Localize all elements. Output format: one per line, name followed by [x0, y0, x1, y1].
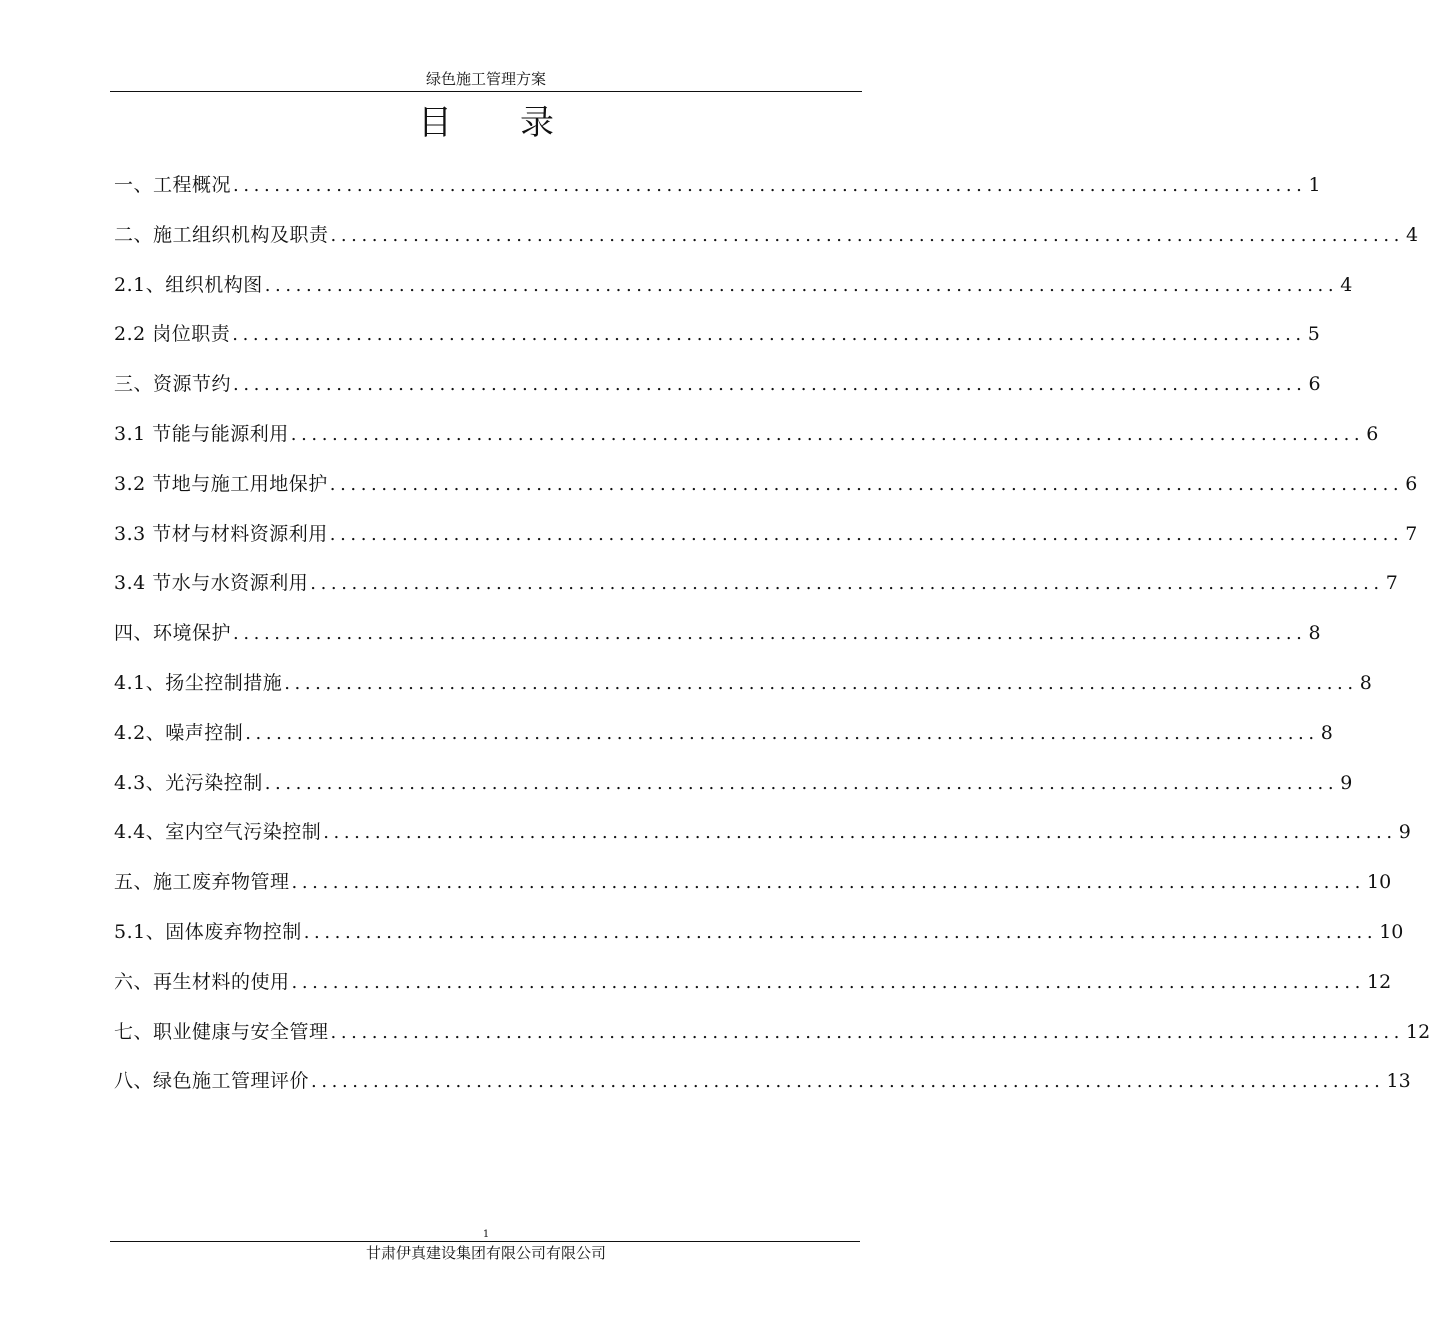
- toc-entry[interactable]: [114, 967, 1392, 1017]
- toc-dot-leader: ........................................................................................................: [310, 573, 1384, 595]
- toc-entry-page: 5: [1307, 323, 1320, 346]
- toc-entry-page: 9: [1398, 821, 1411, 844]
- toc-entry-label: 4.1、扬尘控制措施: [114, 671, 283, 694]
- toc-list: [114, 170, 1430, 1116]
- document-header-title: 绿色施工管理方案: [425, 70, 546, 88]
- toc-dot-leader: ........................................................................................................: [303, 921, 1378, 943]
- toc-dot-leader: ........................................................................................................: [291, 872, 1365, 894]
- footer-rule: [110, 1241, 860, 1242]
- toc-entry-page: 1: [1308, 174, 1321, 196]
- toc-dot-leader: ........................................................................................................: [232, 324, 1306, 346]
- toc-entry[interactable]: [114, 1017, 1430, 1067]
- toc-entry[interactable]: [114, 768, 1353, 818]
- toc-entry-label: 3.1 节能与能源利用: [114, 422, 289, 445]
- toc-dot-leader: ........................................................................................................: [330, 224, 1404, 246]
- toc-entry-page: 8: [1308, 622, 1321, 645]
- toc-entry-page: 8: [1320, 721, 1333, 744]
- toc-dot-leader: ........................................................................................................: [290, 423, 1365, 445]
- toc-entry-page: 7: [1385, 572, 1398, 595]
- toc-entry-page: 13: [1386, 1070, 1411, 1093]
- toc-entry-label: 三、资源节约: [114, 373, 232, 396]
- toc-entry[interactable]: [114, 419, 1379, 469]
- toc-entry-page: 8: [1359, 671, 1372, 694]
- toc-entry[interactable]: [114, 568, 1398, 618]
- footer-company-name: 甘肃伊真建设集团有限公司有限公司: [365, 1244, 606, 1262]
- toc-entry-page: 6: [1405, 472, 1418, 495]
- toc-entry-page: 6: [1308, 373, 1321, 396]
- toc-dot-leader: ........................................................................................................: [233, 374, 1307, 396]
- toc-entry-page: 10: [1379, 920, 1404, 943]
- toc-entry[interactable]: [114, 220, 1419, 270]
- toc-entry-label: 4.2、噪声控制: [114, 721, 244, 744]
- toc-entry-label: 七、职业健康与安全管理: [114, 1020, 329, 1043]
- toc-entry[interactable]: [114, 270, 1353, 320]
- toc-dot-leader: ........................................................................................................: [323, 822, 1397, 844]
- toc-entry-label: 一、工程概况: [114, 174, 232, 196]
- toc-entry-page: 10: [1366, 871, 1392, 894]
- toc-entry[interactable]: [114, 718, 1333, 768]
- toc-entry-label: 六、再生材料的使用: [114, 970, 290, 993]
- toc-dot-leader: ........................................................................................................: [284, 672, 1358, 694]
- toc-entry-label: 3.3 节材与材料资源利用: [114, 522, 328, 545]
- toc-heading: 目录: [418, 103, 622, 143]
- toc-entry[interactable]: [114, 319, 1320, 369]
- toc-dot-leader: ........................................................................................................: [329, 523, 1404, 545]
- toc-dot-leader: ........................................................................................................: [233, 175, 1307, 196]
- toc-entry[interactable]: [114, 469, 1418, 519]
- toc-entry-label: 4.3、光污染控制: [114, 771, 263, 794]
- toc-entry[interactable]: [114, 170, 1321, 220]
- toc-entry-label: 5.1、固体废弃物控制: [114, 920, 302, 943]
- toc-dot-leader: ........................................................................................................: [311, 1071, 1385, 1093]
- toc-entry-label: 3.4 节水与水资源利用: [114, 572, 309, 595]
- toc-dot-leader: ........................................................................................................: [291, 971, 1365, 993]
- toc-entry-page: 7: [1405, 522, 1418, 545]
- toc-entry-page: 12: [1405, 1020, 1430, 1043]
- toc-entry-label: 2.1、组织机构图: [114, 273, 263, 296]
- toc-entry-label: 五、施工废弃物管理: [114, 871, 290, 894]
- toc-entry[interactable]: [114, 917, 1404, 967]
- toc-dot-leader: ........................................................................................................: [264, 274, 1339, 296]
- toc-entry-label: 4.4、室内空气污染控制: [114, 821, 322, 844]
- toc-entry-page: 4: [1340, 273, 1353, 296]
- toc-entry-label: 2.2 岗位职责: [114, 323, 231, 346]
- toc-entry-page: 9: [1340, 771, 1353, 794]
- toc-entry-label: 四、环境保护: [114, 622, 232, 645]
- toc-entry[interactable]: [114, 817, 1411, 867]
- toc-entry[interactable]: [114, 1066, 1411, 1116]
- toc-entry[interactable]: [114, 369, 1321, 419]
- toc-entry-page: 12: [1366, 970, 1392, 993]
- header-rule: [110, 91, 862, 92]
- toc-dot-leader: ........................................................................................................: [329, 473, 1404, 495]
- toc-entry[interactable]: [114, 867, 1392, 917]
- toc-entry-page: 4: [1405, 223, 1419, 246]
- toc-entry-label: 二、施工组织机构及职责: [114, 223, 329, 246]
- toc-entry[interactable]: [114, 618, 1321, 668]
- toc-entry-page: 6: [1366, 422, 1379, 445]
- toc-dot-leader: ........................................................................................................: [264, 772, 1339, 794]
- toc-entry-label: 八、绿色施工管理评价: [114, 1070, 310, 1093]
- footer-page-number: 1: [482, 1229, 490, 1240]
- toc-entry[interactable]: [114, 519, 1418, 569]
- toc-dot-leader: ........................................................................................................: [245, 722, 1319, 744]
- toc-entry[interactable]: [114, 668, 1372, 718]
- toc-entry-label: 3.2 节地与施工用地保护: [114, 472, 328, 495]
- toc-dot-leader: ........................................................................................................: [233, 623, 1307, 645]
- toc-dot-leader: ........................................................................................................: [330, 1021, 1404, 1043]
